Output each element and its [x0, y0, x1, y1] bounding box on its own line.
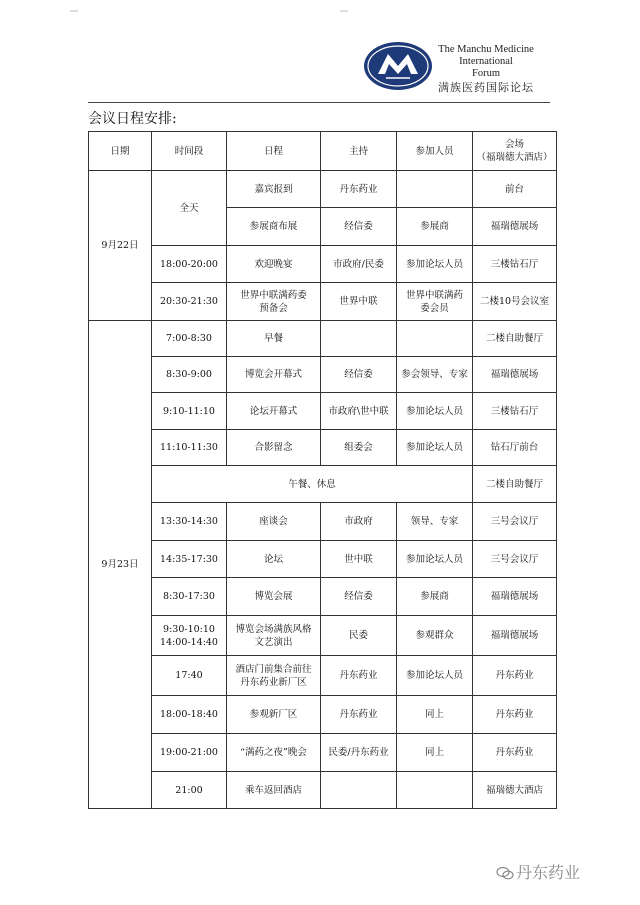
forum-name-chinese: 满族医药国际论坛 — [438, 82, 534, 94]
attendees-cell: 参展商 — [397, 578, 473, 616]
header-venue: 会场 （福瑞德大酒店） — [473, 132, 557, 171]
agenda-cell: 合影留念 — [227, 430, 321, 466]
attendees-cell: 参展商 — [397, 208, 473, 246]
venue-cell: 三号会议厅 — [473, 541, 557, 578]
wechat-icon — [496, 866, 514, 880]
time-cell: 18:00-18:40 — [152, 696, 227, 734]
time-cell: 9:30-10:10 14:00-14:40 — [152, 616, 227, 656]
agenda-cell: 博览会开幕式 — [227, 357, 321, 393]
time-cell: 全天 — [152, 171, 227, 246]
date-cell-day2: 9月23日 — [89, 321, 152, 809]
attendees-cell: 领导、专家 — [397, 503, 473, 541]
host-cell: 市政府\世中联 — [321, 393, 397, 430]
agenda-cell: 参展商布展 — [227, 208, 321, 246]
attendees-cell: 世界中联满药 委会员 — [397, 283, 473, 321]
header-date: 日期 — [89, 132, 152, 171]
venue-cell: 福瑞德展场 — [473, 616, 557, 656]
attendees-cell: 参会领导、专家 — [397, 357, 473, 393]
lunch-break-cell: 午餐、休息 — [152, 466, 473, 503]
host-cell — [321, 321, 397, 357]
venue-cell: 三楼钻石厅 — [473, 246, 557, 283]
attendees-cell: 参加论坛人员 — [397, 541, 473, 578]
attendees-cell: 参加论坛人员 — [397, 656, 473, 696]
host-cell: 经信委 — [321, 208, 397, 246]
venue-cell: 福瑞德大酒店 — [473, 772, 557, 809]
host-cell: 组委会 — [321, 430, 397, 466]
venue-cell: 丹东药业 — [473, 734, 557, 772]
host-cell: 丹东药业 — [321, 656, 397, 696]
agenda-cell: 座谈会 — [227, 503, 321, 541]
attendees-cell — [397, 321, 473, 357]
table-header-row — [89, 132, 557, 171]
venue-cell: 福瑞德展场 — [473, 357, 557, 393]
attendees-cell: 参加论坛人员 — [397, 430, 473, 466]
time-cell: 8:30-17:30 — [152, 578, 227, 616]
header-rule — [88, 102, 550, 103]
venue-cell: 福瑞德展场 — [473, 208, 557, 246]
attendees-cell: 参观群众 — [397, 616, 473, 656]
attendees-cell — [397, 171, 473, 208]
agenda-cell: “满药之夜”晚会 — [227, 734, 321, 772]
venue-cell: 丹东药业 — [473, 656, 557, 696]
scan-mark — [70, 10, 78, 12]
time-cell: 19:00-21:00 — [152, 734, 227, 772]
venue-cell: 钻石厅前台 — [473, 430, 557, 466]
venue-cell: 福瑞德展场 — [473, 578, 557, 616]
table-row — [89, 430, 557, 466]
venue-cell: 二楼自助餐厅 — [473, 321, 557, 357]
host-cell: 市政府/民委 — [321, 246, 397, 283]
forum-name — [436, 44, 536, 94]
venue-cell: 二楼10号会议室 — [473, 283, 557, 321]
time-cell: 7:00-8:30 — [152, 321, 227, 357]
host-cell: 世界中联 — [321, 283, 397, 321]
host-cell: 经信委 — [321, 357, 397, 393]
venue-cell: 三号会议厅 — [473, 503, 557, 541]
host-cell: 民委 — [321, 616, 397, 656]
table-row — [89, 616, 557, 656]
venue-cell: 三楼钻石厅 — [473, 393, 557, 430]
date-cell-day1: 9月22日 — [89, 171, 152, 321]
table-row — [89, 246, 557, 283]
host-cell: 经信委 — [321, 578, 397, 616]
attendees-cell: 参加论坛人员 — [397, 393, 473, 430]
agenda-cell: 乘车返回酒店 — [227, 772, 321, 809]
watermark: 丹东药业 — [516, 863, 581, 882]
table-row — [89, 393, 557, 430]
agenda-cell: 酒店门前集合前往 丹东药业新厂区 — [227, 656, 321, 696]
agenda-cell: 嘉宾报到 — [227, 171, 321, 208]
attendees-cell: 同上 — [397, 734, 473, 772]
host-cell — [321, 772, 397, 809]
time-cell: 11:10-11:30 — [152, 430, 227, 466]
venue-cell: 丹东药业 — [473, 696, 557, 734]
table-row — [89, 466, 557, 503]
schedule-table — [88, 131, 557, 809]
agenda-cell: 世界中联满药委 预备会 — [227, 283, 321, 321]
table-row — [89, 283, 557, 321]
table-row — [89, 357, 557, 393]
host-cell: 丹东药业 — [321, 171, 397, 208]
venue-cell: 二楼自助餐厅 — [473, 466, 557, 503]
time-cell: 18:00-20:00 — [152, 246, 227, 283]
header-attendees: 参加人员 — [397, 132, 473, 171]
agenda-cell: 早餐 — [227, 321, 321, 357]
table-row — [89, 503, 557, 541]
agenda-cell: 论坛 — [227, 541, 321, 578]
time-cell: 14:35-17:30 — [152, 541, 227, 578]
host-cell: 民委/丹东药业 — [321, 734, 397, 772]
scan-mark — [340, 10, 348, 12]
forum-name-line1: The Manchu Medicine — [438, 44, 534, 55]
agenda-cell: 欢迎晚宴 — [227, 246, 321, 283]
agenda-cell: 参观新厂区 — [227, 696, 321, 734]
agenda-cell: 论坛开幕式 — [227, 393, 321, 430]
time-cell: 21:00 — [152, 772, 227, 809]
host-cell: 世中联 — [321, 541, 397, 578]
attendees-cell: 同上 — [397, 696, 473, 734]
venue-cell: 前台 — [473, 171, 557, 208]
attendees-cell: 参加论坛人员 — [397, 246, 473, 283]
header-host: 主持 — [321, 132, 397, 171]
table-row — [89, 656, 557, 696]
forum-name-line3: Forum — [471, 68, 500, 79]
table-row — [89, 541, 557, 578]
header-time: 时间段 — [152, 132, 227, 171]
table-row — [89, 696, 557, 734]
host-cell: 市政府 — [321, 503, 397, 541]
forum-name-line2: International — [459, 56, 513, 67]
time-cell: 17:40 — [152, 656, 227, 696]
agenda-cell: 博览会场满族风格 文艺演出 — [227, 616, 321, 656]
table-row — [89, 578, 557, 616]
attendees-cell — [397, 772, 473, 809]
table-row — [89, 171, 557, 208]
forum-logo — [362, 40, 434, 92]
table-row — [89, 734, 557, 772]
host-cell: 丹东药业 — [321, 696, 397, 734]
time-cell: 8:30-9:00 — [152, 357, 227, 393]
time-cell: 20:30-21:30 — [152, 283, 227, 321]
page-title: 会议日程安排: — [88, 111, 177, 127]
table-row — [89, 772, 557, 809]
time-cell: 9:10-11:10 — [152, 393, 227, 430]
header-agenda: 日程 — [227, 132, 321, 171]
table-row — [89, 321, 557, 357]
time-cell: 13:30-14:30 — [152, 503, 227, 541]
agenda-cell: 博览会展 — [227, 578, 321, 616]
